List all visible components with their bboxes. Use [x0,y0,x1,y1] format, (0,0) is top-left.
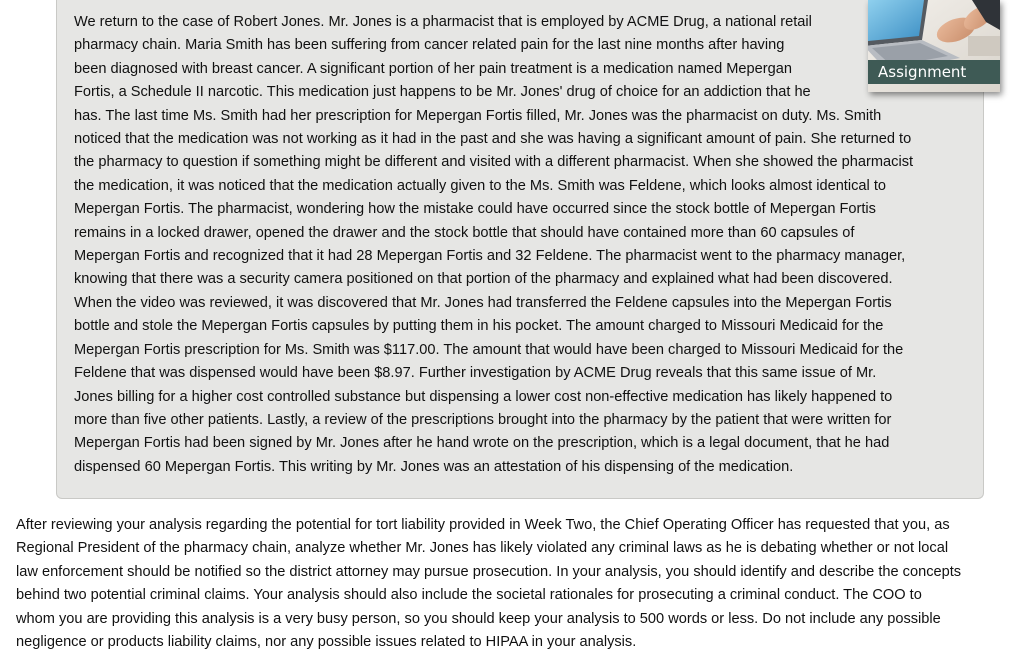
case-line: Mepergan Fortis prescription for Ms. Smith was $117.00. The amount that would have been charged to Missouri Medicaid for the [74,341,904,358]
assignment-label: Assignment [868,60,1000,84]
case-line: the medication, it was noticed that the medication actually given to the Ms. Smith was Feldene, which looks almost identical to [74,177,886,194]
case-line: When the video was reviewed, it was discovered that Mr. Jones had transferred the Feldene capsules into the Mepergan Fortis [74,294,892,311]
case-line: We return to the case of Robert Jones. Mr. Jones is a pharmacist that is employed by ACME Drug, a national retail [74,14,812,30]
case-line: Fortis, a Schedule II narcotic. This medication just happens to be Mr. Jones' drug of choice for an addiction that he [74,84,811,101]
case-line: remains in a locked drawer, opened the drawer and the stock bottle that should have contained more than 60 capsules of [74,224,855,241]
assignment-line: whom you are providing this analysis is a very busy person, so you should keep your analysis to 500 words or less. Do not include any possible [16,610,941,627]
case-line: dispensed 60 Mepergan Fortis. This writing by Mr. Jones was an attestation of his dispensing of the medication. [74,458,794,475]
assignment-line: behind two potential criminal claims. Your analysis should also include the societal rationales for prosecuting a criminal conduct. The COO to [16,587,922,604]
assignment-instructions [16,514,1024,654]
case-scenario-box [56,0,984,499]
assignment-line: After reviewing your analysis regarding the potential for tort liability provided in Week Two, the Chief Operating Officer has requested that you, as [16,517,950,533]
case-line: the pharmacy to question if something might be different and visited with a different pharmacist. When she showed the pharmacist [74,154,914,171]
case-line: Mepergan Fortis had been signed by Mr. Jones after he hand wrote on the prescription, which is a legal document, that he had [74,435,890,452]
case-line: been diagnosed with breast cancer. A significant portion of her pain treatment is a medication named Mepergan [74,60,792,77]
case-line: Mepergan Fortis. The pharmacist, wondering how the mistake could have occurred since the stock bottle of Mepergan Fortis [74,201,876,218]
case-line: knowing that there was a security camera positioned on that portion of the pharmacy and explained what had been discovered. [74,271,893,288]
assignment-badge [868,0,1000,92]
case-line: noticed that the medication was not working as it had in the past and she was having a significant amount of pain. She returned to [74,131,912,148]
assignment-line: Regional President of the pharmacy chain, analyze whether Mr. Jones has likely violated any criminal laws as he is debating whether or not local [16,540,949,557]
case-line: more than five other patients. Lastly, a review of the prescriptions brought into the pharmacy by the patient that were written for [74,411,892,428]
assignment-line: law enforcement should be notified so the district attorney may pursue prosecution. In your analysis, you should identify and describe the concepts [16,563,962,580]
assignment-line: negligence or products liability claims, nor any possible issues related to HIPAA in your analysis. [16,634,637,651]
case-scenario-text [74,11,974,479]
case-line: Jones billing for a higher cost controlled substance but dispensing a lower cost non-effective medication has likely happened to [74,388,893,405]
case-line: has. The last time Ms. Smith had her prescription for Mepergan Fortis filled, Mr. Jones was the pharmacist on duty. Ms. Smith [74,107,882,124]
case-line: Mepergan Fortis and recognized that it had 28 Mepergan Fortis and 32 Feldene. The pharmacist went to the pharmacy manager, [74,248,906,265]
case-line: pharmacy chain. Maria Smith has been suffering from cancer related pain for the last nine months after having [74,37,785,54]
case-line: bottle and stole the Mepergan Fortis capsules by putting them in his pocket. The amount charged to Missouri Medicaid for the [74,318,884,335]
case-line: Feldene that was dispensed would have been $8.97. Further investigation by ACME Drug reveals that this same issue of Mr. [74,365,877,382]
